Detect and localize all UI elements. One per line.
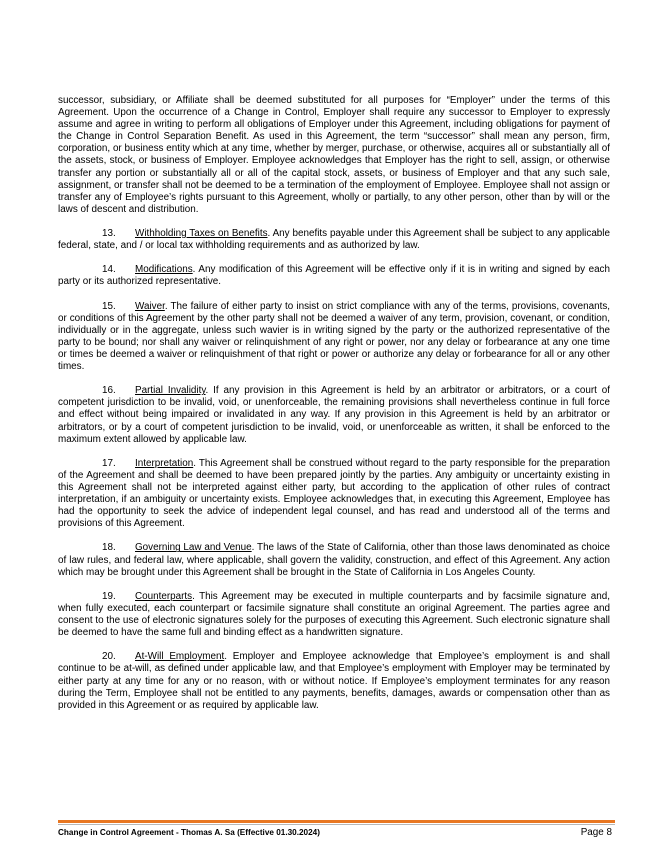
section-14 <box>58 264 610 288</box>
footer-document-title: Change in Control Agreement - Thomas A. Sa (Effective 01.30.2024) <box>58 828 320 837</box>
section-heading: Governing Law and Venue <box>135 542 252 554</box>
footer-rule <box>58 824 615 825</box>
section-text: . If any provision in this Agreement is held by an arbitrator or arbitrators, or a court of competent jurisdiction to be invalid, void, or unenforceable, the remaining provisions shall nevertheless continue in full force and effect without being impaired or invalidated in any way. If any provision in this Agreement is held by an arbitrator or arbitrators, or by a court of competent jurisdiction to be invalid, void, or unenforceable as written, it shall be enforced to the maximum extent allowed by applicable law. <box>58 385 610 445</box>
section-heading: Withholding Taxes on Benefits <box>135 228 268 240</box>
intro-paragraph: successor, subsidiary, or Affiliate shall be deemed substituted for all purposes for “Employer” under the terms of this Agreement. Upon the occurrence of a Change in Control, Employer shall require any successor to Employer to expressly assume and agree in writing to perform all obligations of Employer under this Agreement, including obligations for payment of the Change in Control Separation Benefit. As used in this Agreement, the term “successor” shall mean any person, firm, corporation, or business entity which at any time, whether by merger, purchase, or otherwise, acquires all or substantially all of the assets, stock, or business of Employer. Employee acknowledges that Employer has the right to sell, assign, or otherwise transfer any portion or substantially all or all of the capital stock, assets, or business of Employer and that any such sale, assignment, or transfer shall not be deemed to be a termination of the employment of Employee. Employee shall not assign or transfer any of Employee’s rights pursuant to this Agreement, wholly or partially, to any other person, other than by will or the laws of descent and distribution. <box>58 95 610 215</box>
section-number: 18. <box>102 542 116 554</box>
section-number: 20. <box>102 651 116 663</box>
section-heading: Counterparts <box>135 590 193 602</box>
section-number: 16. <box>102 385 116 397</box>
section-text: . Any modification of this Agreement will be effective only if it is in writing and signed by each party or its authorized representative. <box>58 264 610 288</box>
document-body <box>58 95 610 724</box>
section-13 <box>58 228 610 252</box>
section-20 <box>58 651 610 711</box>
section-text: . The laws of the State of California, other than those laws denominated as choice of law rules, and federal law, where applicable, shall govern the validity, construction, and effect of this Agreement. Any action which may be brought under this Agreement shall be brought in the State of California in Los Angeles County. <box>58 542 610 578</box>
page-number: Page 8 <box>580 827 612 838</box>
section-number: 15. <box>102 300 116 312</box>
section-heading: Interpretation <box>135 457 194 469</box>
section-18 <box>58 542 610 578</box>
section-heading: At-Will Employment <box>135 651 225 663</box>
section-16 <box>58 385 610 445</box>
section-text: . This Agreement may be executed in multiple counterparts and by facsimile signature and, when fully executed, each counterpart or facsimile signature shall constitute an original Agreement. The parties agree and consent to the use of electronic signatures solely for the purposes of executing this Agreement. Such electronic signature shall be deemed to have the same full and binding effect as a handwritten signature. <box>58 590 610 639</box>
footer-rule-accent <box>58 820 615 823</box>
section-number: 13. <box>102 228 116 240</box>
section-heading: Partial Invalidity <box>135 385 206 397</box>
section-text: . The failure of either party to insist on strict compliance with any of the terms, provisions, covenants, or conditions of this Agreement by the other party shall not be deemed a waiver of any term, provision, covenant, or condition, individually or in the aggregate, unless such wavier is in writing signed by the party or the authorized representative of the party to be bound; nor shall any waiver or relinquishment of any right or power, nor any delay or forbearance at any one time or times be deemed a waiver or relinquishment of that right or power or authorize any delay or forbearance for all or any other times. <box>58 300 610 373</box>
section-15 <box>58 301 610 374</box>
section-text: . Any benefits payable under this Agreement shall be subject to any applicable federal, state, and / or local tax withholding requirements and as authorized by law. <box>58 228 610 252</box>
section-text: . Employer and Employee acknowledge that Employee’s employment is and shall continue to be at-will, as defined under applicable law, and that Employee’s employment with Employer may be terminated by either party at any time for any or no reason, with or without notice. If Employee’s employment terminates for any reason during the Term, Employee shall not be entitled to any payments, benefits, damages, awards or compensation other than as provided in this Agreement or as required by applicable law. <box>58 651 610 711</box>
section-heading: Modifications <box>135 264 193 276</box>
section-heading: Waiver <box>135 300 165 312</box>
section-number: 17. <box>102 457 116 469</box>
section-19 <box>58 591 610 639</box>
section-number: 14. <box>102 264 116 276</box>
section-number: 19. <box>102 590 116 602</box>
section-text: . This Agreement shall be construed without regard to the party responsible for the preparation of the Agreement and shall be deemed to have been prepared jointly by the parties. Any ambiguity or uncertainty existing in this Agreement shall not be interpreted against either party, but according to the application of other rules of contract interpretation, if an ambiguity or uncertainty exists. Employee acknowledges that, in executing this Agreement, Employee has had the opportunity to seek the advice of independent legal counsel, and has read and understood all of the terms and provisions of this Agreement. <box>58 457 610 530</box>
section-17 <box>58 458 610 531</box>
